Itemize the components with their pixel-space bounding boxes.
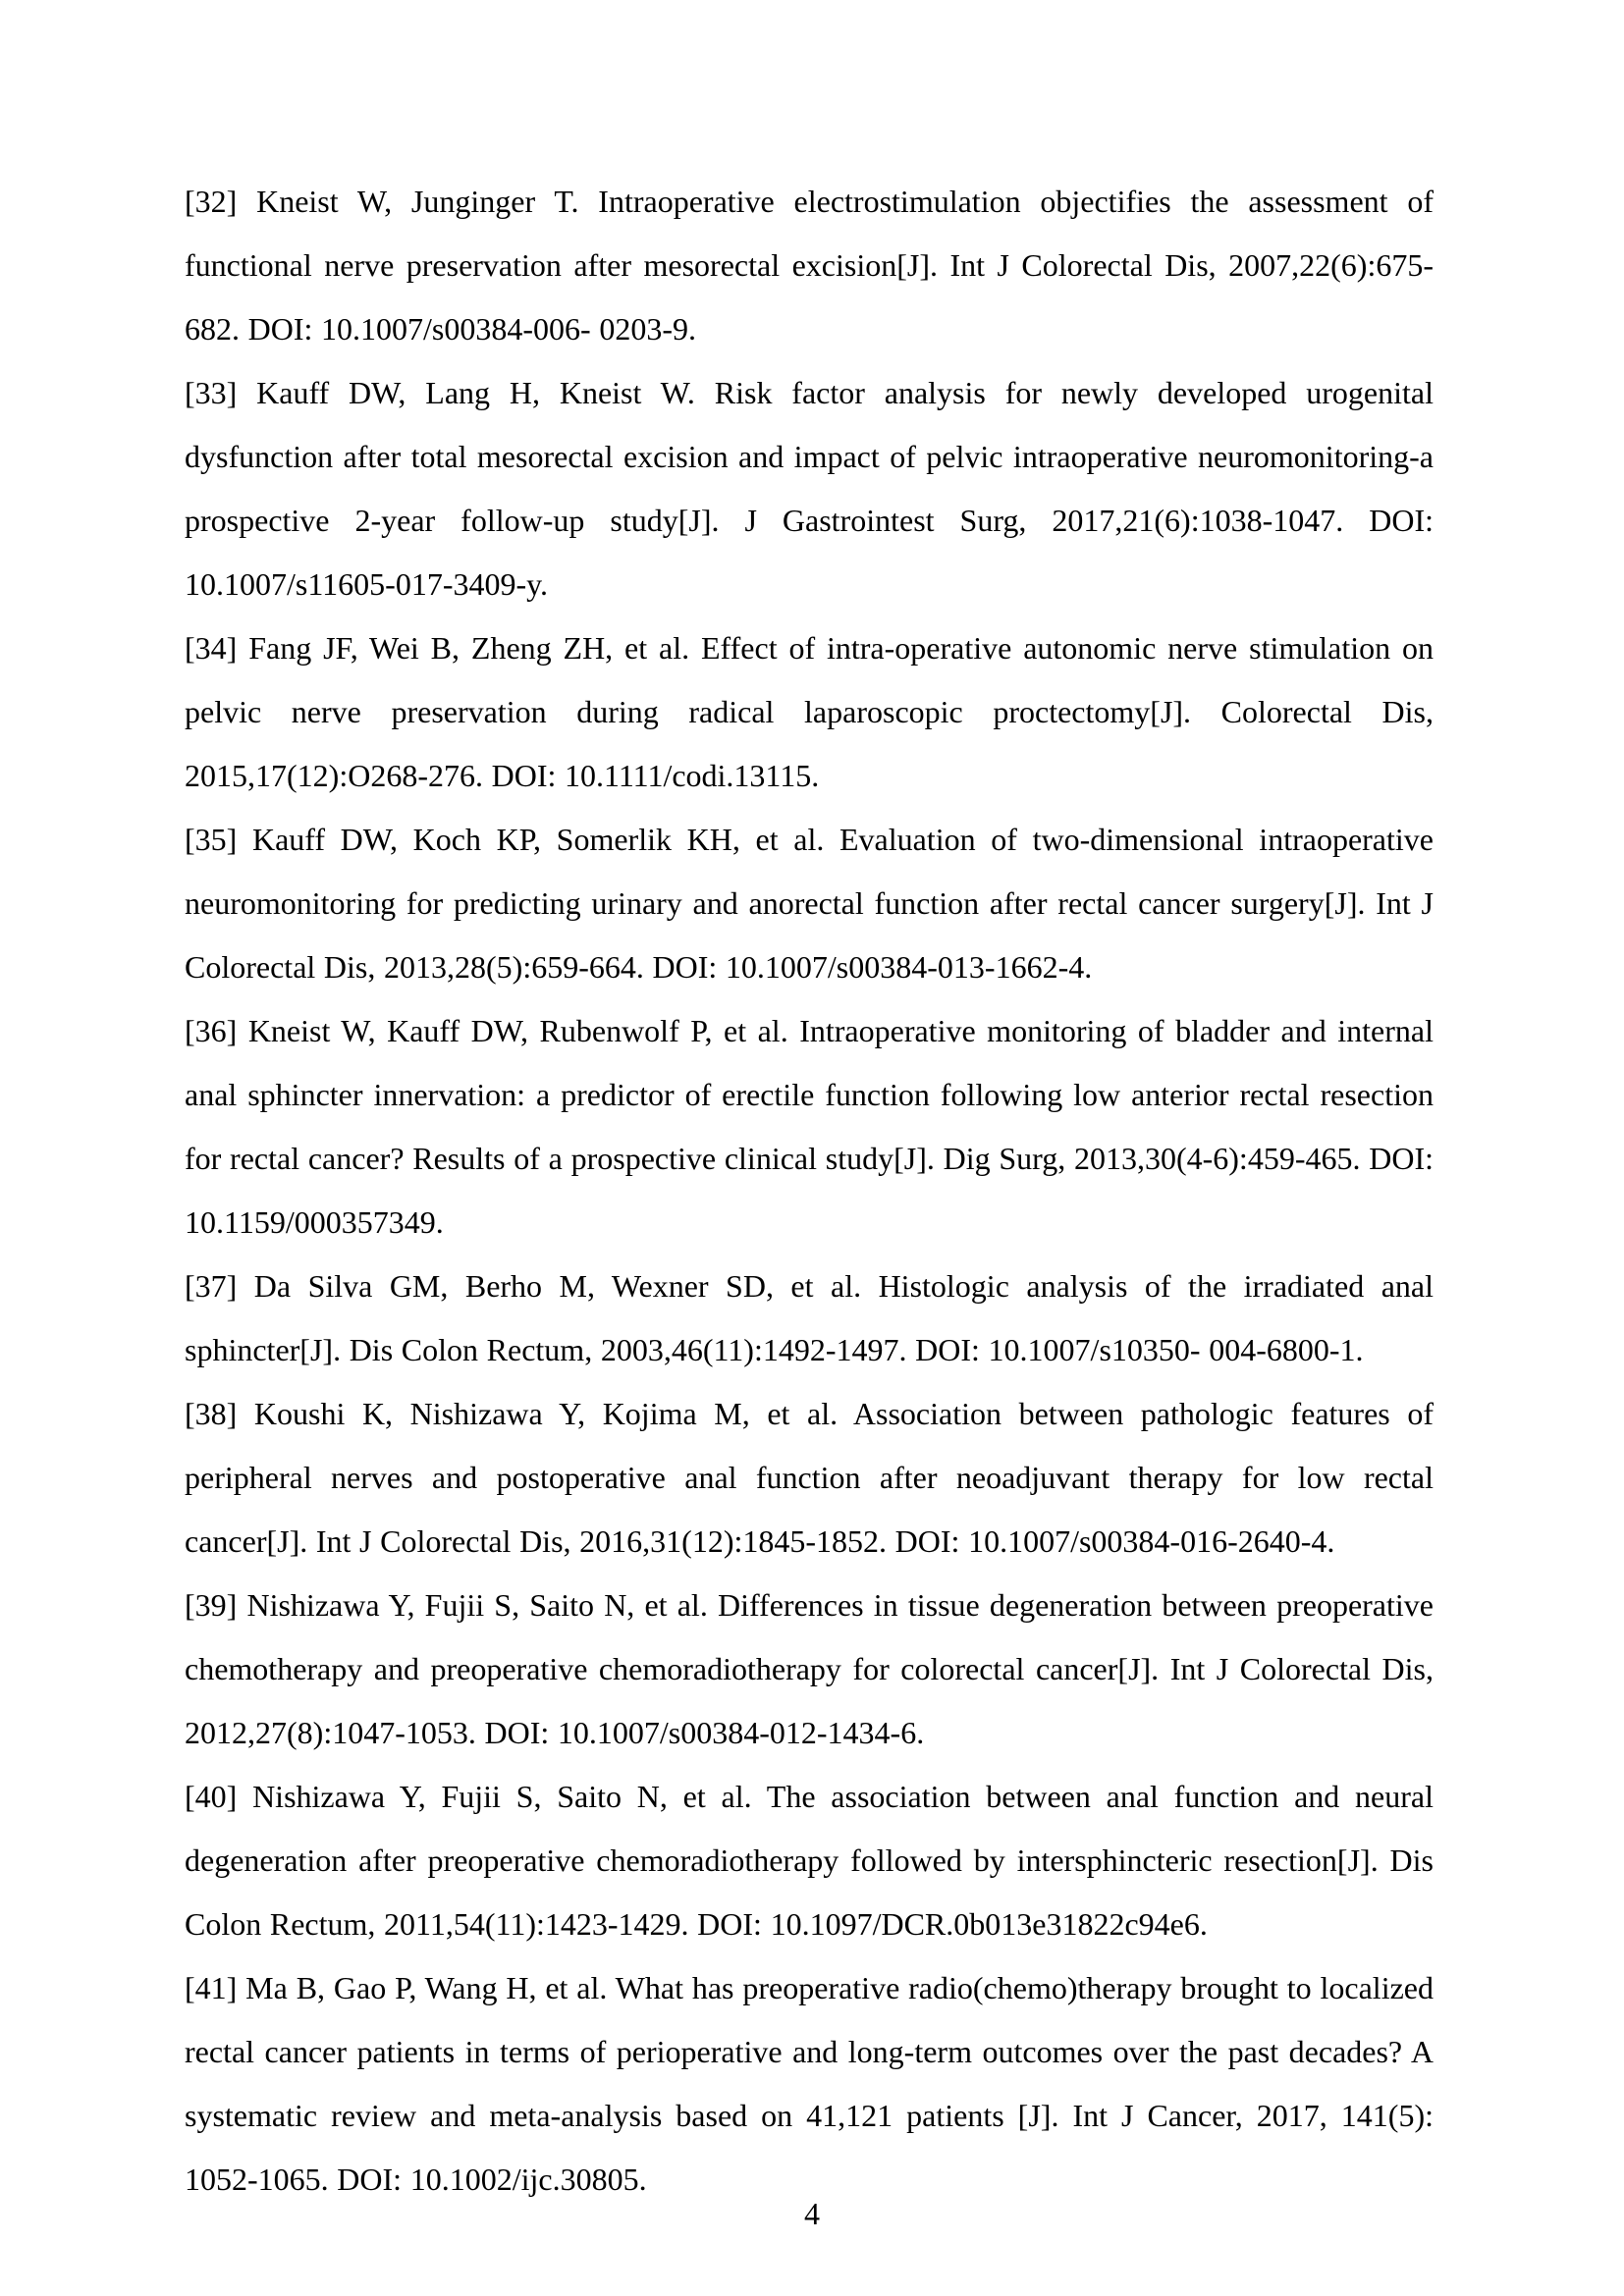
- reference-item-36: [36] Kneist W, Kauff DW, Rubenwolf P, et al. Intraoperative monitoring of bladder and internal anal sphincter innervation: a predictor of erectile function following low anterior rectal resection for rectal cancer? Results of a prospective clinical study[J]. Dig Surg, 2013,30(4-6):459-465. DOI: 10.1159/000357349.: [185, 1013, 1434, 1240]
- reference-item-33: [33] Kauff DW, Lang H, Kneist W. Risk factor analysis for newly developed urogenital dysfunction after total mesorectal excision and impact of pelvic intraoperative neuromonitoring-a prospective 2-year follow-up study[J]. J Gastrointest Surg, 2017,21(6):1038-1047. DOI: 10.1007/s11605-017-3409-y.: [185, 375, 1434, 602]
- reference-item-40: [40] Nishizawa Y, Fujii S, Saito N, et al. The association between anal function and neural degeneration after preoperative chemoradiotherapy followed by intersphincteric resection[J]. Dis Colon Rectum, 2011,54(11):1423-1429. DOI: 10.1097/DCR.0b013e31822c94e6.: [185, 1779, 1434, 1942]
- reference-item-38: [38] Koushi K, Nishizawa Y, Kojima M, et al. Association between pathologic features of peripheral nerves and postoperative anal function after neoadjuvant therapy for low rectal cancer[J]. Int J Colorectal Dis, 2016,31(12):1845-1852. DOI: 10.1007/s00384-016-2640-4.: [185, 1396, 1434, 1559]
- reference-item-39: [39] Nishizawa Y, Fujii S, Saito N, et al. Differences in tissue degeneration between preoperative chemotherapy and preoperative chemoradiotherapy for colorectal cancer[J]. Int J Colorectal Dis, 2012,27(8):1047-1053. DOI: 10.1007/s00384-012-1434-6.: [185, 1587, 1434, 1750]
- reference-item-41: [41] Ma B, Gao P, Wang H, et al. What has preoperative radio(chemo)therapy brought to localized rectal cancer patients in terms of perioperative and long-term outcomes over the past decades? A systematic review and meta-analysis based on 41,121 patients [J]. Int J Cancer, 2017, 141(5): 1052-1065. DOI: 10.1002/ijc.30805.: [185, 1970, 1434, 2197]
- page-number: 4: [804, 2196, 820, 2231]
- reference-item-32: [32] Kneist W, Junginger T. Intraoperative electrostimulation objectifies the assessment of functional nerve preservation after mesorectal excision[J]. Int J Colorectal Dis, 2007,22(6):675-682. DOI: 10.1007/s00384-006- 0203-9.: [185, 184, 1434, 347]
- reference-item-37: [37] Da Silva GM, Berho M, Wexner SD, et al. Histologic analysis of the irradiated anal sphincter[J]. Dis Colon Rectum, 2003,46(11):1492-1497. DOI: 10.1007/s10350- 004-6800-1.: [185, 1268, 1434, 1367]
- reference-item-34: [34] Fang JF, Wei B, Zheng ZH, et al. Effect of intra-operative autonomic nerve stimulation on pelvic nerve preservation during radical laparoscopic proctectomy[J]. Colorectal Dis, 2015,17(12):O268-276. DOI: 10.1111/codi.13115.: [185, 630, 1434, 793]
- reference-item-35: [35] Kauff DW, Koch KP, Somerlik KH, et al. Evaluation of two-dimensional intraoperative neuromonitoring for predicting urinary and anorectal function after rectal cancer surgery[J]. Int J Colorectal Dis, 2013,28(5):659-664. DOI: 10.1007/s00384-013-1662-4.: [185, 822, 1434, 985]
- references-list: [185, 170, 1434, 2212]
